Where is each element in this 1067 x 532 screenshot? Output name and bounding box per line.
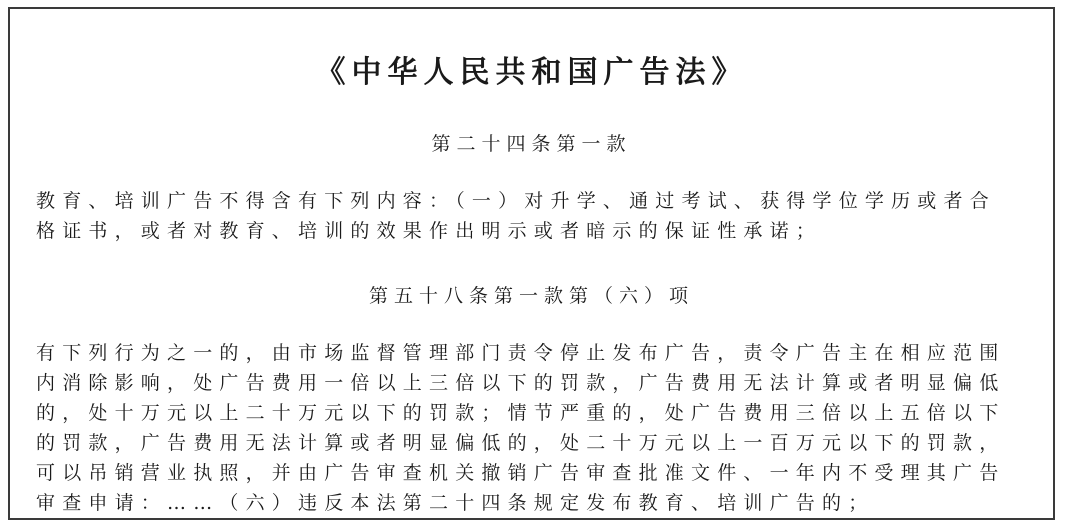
section-heading-article-24: 第二十四条第一款 xyxy=(431,133,632,155)
section-heading-article-58: 第五十八条第一款第（六）项 xyxy=(368,285,694,307)
text-line: 有下列行为之一的，由市场监督管理部门责令停止发布广告，责令广告主在相应范围 xyxy=(36,342,1006,364)
text-line: 的，处十万元以上二十万元以下的罚款；情节严重的，处广告费用三倍以上五倍以下 xyxy=(36,402,1006,424)
text-line: 审查申请：……（六）违反本法第二十四条规定发布教育、培训广告的； xyxy=(36,492,875,514)
section-body-article-24 xyxy=(36,186,1050,246)
text-line: 内消除影响，处广告费用一倍以上三倍以下的罚款，广告费用无法计算或者明显偏低 xyxy=(36,372,1006,394)
section-body-article-58 xyxy=(36,338,1050,518)
document-title: 《中华人民共和国广告法》 xyxy=(315,55,748,90)
text-line: 格证书，或者对教育、培训的效果作出明示或者暗示的保证性承诺； xyxy=(36,220,823,242)
text-line: 的罚款，广告费用无法计算或者明显偏低的，处二十万元以上一百万元以下的罚款， xyxy=(36,432,1006,454)
document-frame xyxy=(8,7,1055,520)
text-line: 可以吊销营业执照，并由广告审查机关撤销广告审查批准文件、一年内不受理其广告 xyxy=(36,462,1006,484)
text-line: 教育、培训广告不得含有下列内容：（一）对升学、通过考试、获得学位学历或者合 xyxy=(36,190,996,212)
